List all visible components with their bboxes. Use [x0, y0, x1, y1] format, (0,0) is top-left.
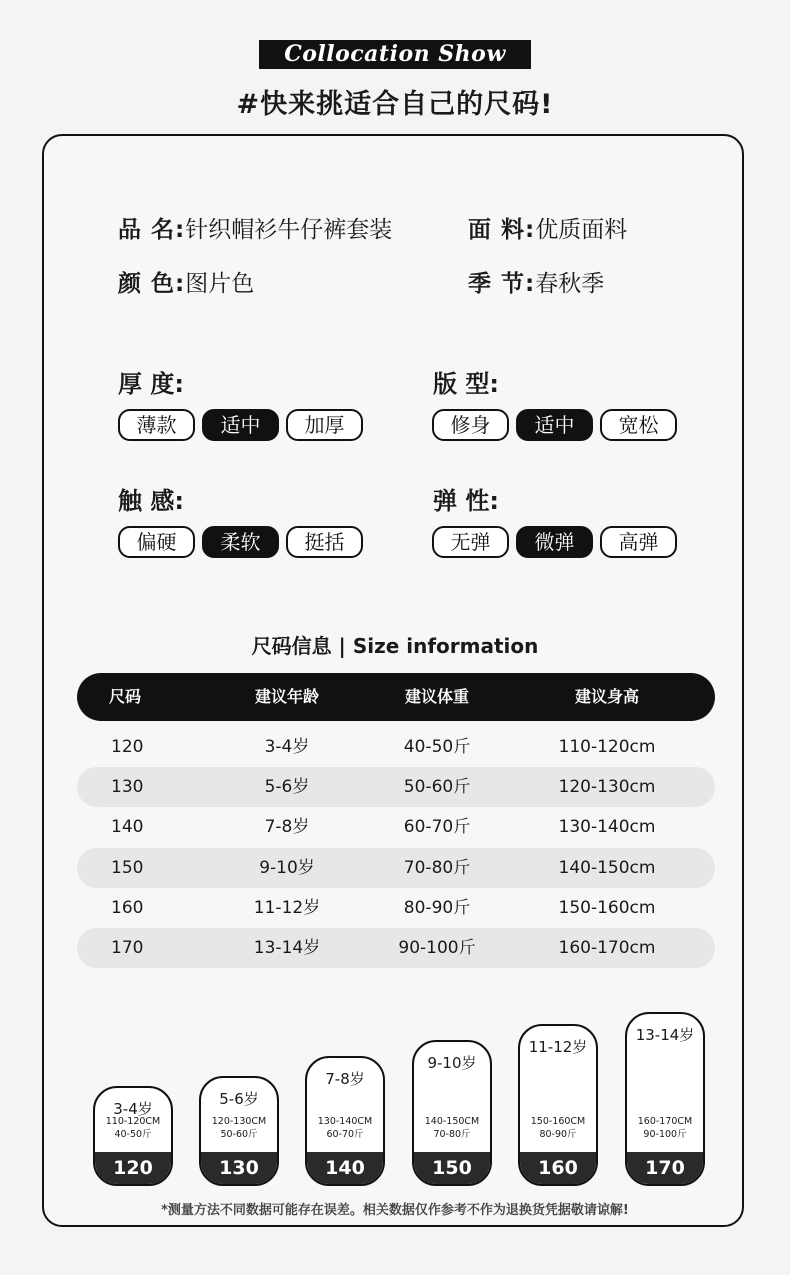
table-row	[77, 767, 715, 807]
bar-size-label: 140	[307, 1152, 383, 1184]
table-row	[77, 928, 715, 968]
elasticity-option[interactable]: 高弹	[600, 526, 677, 558]
row-weight: 70-80斤	[403, 858, 471, 878]
row-size: 170	[111, 938, 144, 958]
row-weight: 50-60斤	[403, 777, 471, 797]
fit-options	[432, 409, 677, 441]
color-label: 颜 色:	[118, 271, 186, 297]
touch-option[interactable]: 偏硬	[118, 526, 195, 558]
table-row	[77, 727, 715, 767]
fit-option-selected[interactable]: 适中	[516, 409, 593, 441]
bar-weight-range: 80-90斤	[539, 1129, 577, 1140]
bar-size-label: 120	[95, 1152, 171, 1184]
bar-weight-range: 90-100斤	[643, 1129, 687, 1140]
row-age: 5-6岁	[264, 777, 310, 797]
fabric-value: 优质面料	[535, 217, 628, 243]
bar-age: 13-14岁	[635, 1026, 695, 1044]
row-age: 7-8岁	[264, 817, 310, 837]
size-bar	[625, 1012, 705, 1186]
row-height: 150-160cm	[558, 898, 656, 918]
elasticity-title: 弹 性:	[433, 487, 499, 515]
header-weight: 建议体重	[404, 687, 469, 706]
bar-weight-range: 40-50斤	[114, 1129, 152, 1140]
fit-option[interactable]: 宽松	[600, 409, 677, 441]
bar-size-label: 130	[201, 1152, 277, 1184]
bar-size-label: 160	[520, 1152, 596, 1184]
touch-option[interactable]: 挺括	[286, 526, 363, 558]
size-table-title: 尺码信息 | Size information	[251, 634, 539, 658]
bar-age: 11-12岁	[528, 1038, 588, 1056]
row-age: 3-4岁	[264, 737, 310, 757]
size-bar	[93, 1086, 173, 1186]
row-size: 130	[111, 777, 144, 797]
elasticity-option[interactable]: 无弹	[432, 526, 509, 558]
bar-age: 7-8岁	[325, 1070, 365, 1088]
fit-option[interactable]: 修身	[432, 409, 509, 441]
banner-title: Collocation Show	[259, 40, 531, 69]
fabric-label: 面 料:	[468, 217, 536, 243]
bar-height-range: 160-170CM	[637, 1116, 693, 1127]
thickness-option[interactable]: 薄款	[118, 409, 195, 441]
bar-weight-range: 60-70斤	[326, 1129, 364, 1140]
row-size: 140	[111, 817, 144, 837]
size-bar	[199, 1076, 279, 1186]
touch-options	[118, 526, 363, 558]
bar-height-range: 150-160CM	[530, 1116, 586, 1127]
row-height: 160-170cm	[558, 938, 656, 958]
page-subtitle: #快来挑适合自己的尺码!	[236, 89, 554, 120]
row-height: 140-150cm	[558, 858, 656, 878]
bar-height-range: 110-120CM	[105, 1116, 161, 1127]
color-row	[118, 269, 254, 299]
thickness-option-selected[interactable]: 适中	[202, 409, 279, 441]
row-age: 9-10岁	[259, 858, 315, 878]
touch-option-selected[interactable]: 柔软	[202, 526, 279, 558]
thickness-title: 厚 度:	[118, 370, 184, 398]
table-row	[77, 888, 715, 928]
season-value: 春秋季	[535, 271, 605, 297]
size-bar	[518, 1024, 598, 1186]
product-name-value: 针织帽衫牛仔裤套装	[185, 217, 393, 243]
elasticity-option-selected[interactable]: 微弹	[516, 526, 593, 558]
table-row	[77, 848, 715, 888]
row-weight: 60-70斤	[403, 817, 471, 837]
touch-title: 触 感:	[118, 487, 184, 515]
bar-weight-range: 70-80斤	[433, 1129, 471, 1140]
thickness-options	[118, 409, 363, 441]
header-height: 建议身高	[574, 687, 639, 706]
row-height: 120-130cm	[558, 777, 656, 797]
row-weight: 40-50斤	[403, 737, 471, 757]
season-row	[468, 269, 604, 299]
bar-height-range: 140-150CM	[424, 1116, 480, 1127]
thickness-option[interactable]: 加厚	[286, 409, 363, 441]
bar-height-range: 120-130CM	[211, 1116, 267, 1127]
bar-age: 5-6岁	[219, 1090, 259, 1108]
row-size: 150	[111, 858, 144, 878]
row-weight: 90-100斤	[398, 938, 476, 958]
fit-title: 版 型:	[433, 370, 499, 398]
product-name-label: 品 名:	[118, 217, 186, 243]
size-table-header	[77, 673, 715, 721]
row-height: 130-140cm	[558, 817, 656, 837]
footnote: *测量方法不同数据可能存在误差。相关数据仅作参考不作为退换货凭据敬请谅解!	[161, 1203, 629, 1218]
fabric-row	[468, 215, 627, 245]
row-height: 110-120cm	[558, 737, 656, 757]
elasticity-options	[432, 526, 677, 558]
season-label: 季 节:	[468, 271, 536, 297]
product-name-row	[118, 215, 392, 245]
bar-weight-range: 50-60斤	[220, 1129, 258, 1140]
header-age: 建议年龄	[254, 687, 319, 706]
size-bar	[412, 1040, 492, 1186]
row-age: 13-14岁	[253, 938, 321, 958]
row-size: 160	[111, 898, 144, 918]
bar-size-label: 170	[627, 1152, 703, 1184]
bar-height-range: 130-140CM	[317, 1116, 373, 1127]
row-weight: 80-90斤	[403, 898, 471, 918]
row-age: 11-12岁	[253, 898, 321, 918]
color-value: 图片色	[185, 271, 255, 297]
header-size: 尺码	[109, 687, 142, 706]
table-row	[77, 807, 715, 847]
bar-size-label: 150	[414, 1152, 490, 1184]
bar-age: 9-10岁	[427, 1054, 477, 1072]
size-bar	[305, 1056, 385, 1186]
bar-age: 3-4岁	[113, 1100, 153, 1118]
row-size: 120	[111, 737, 144, 757]
